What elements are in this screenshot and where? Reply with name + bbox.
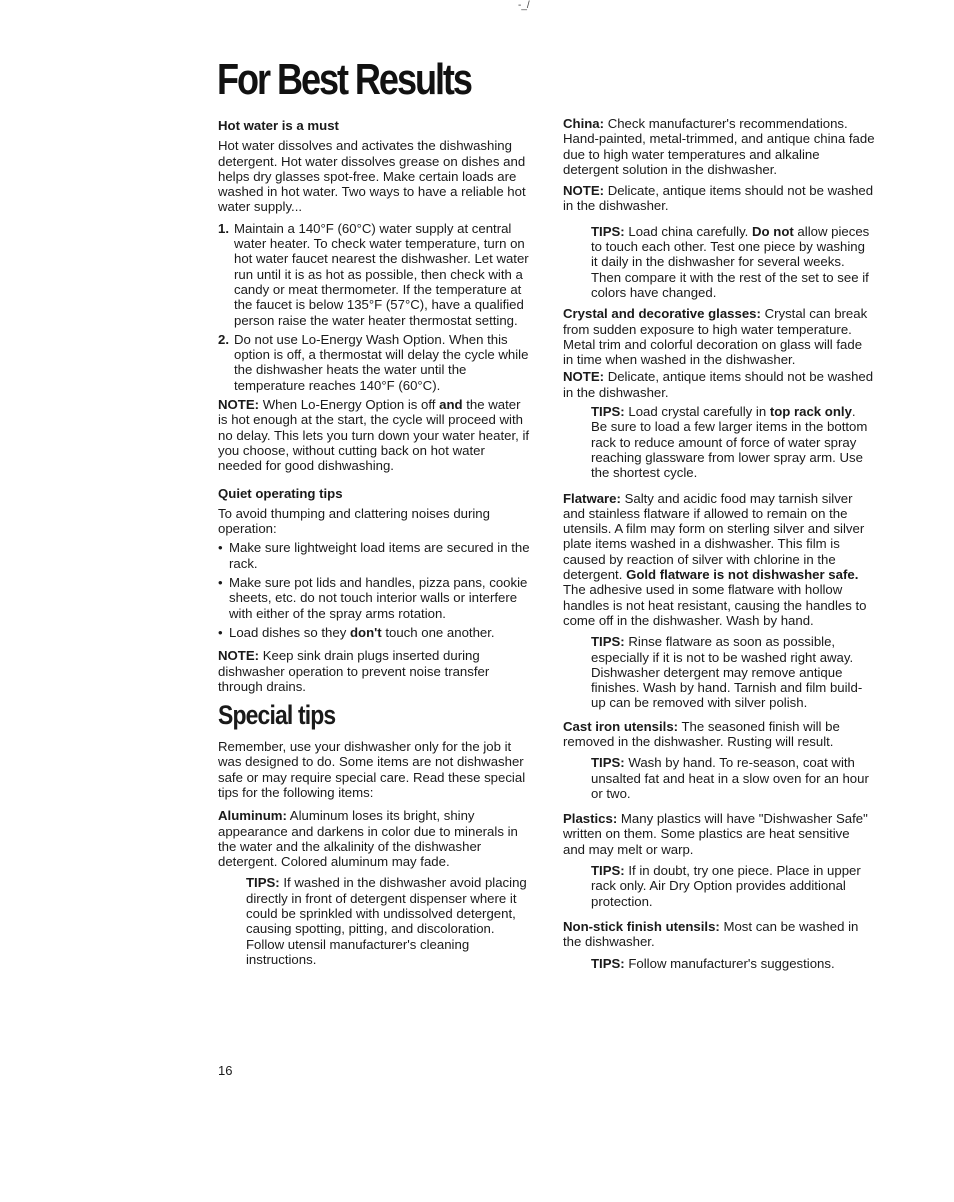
tips-label: TIPS: — [591, 634, 625, 650]
non-stick-label: Non-stick finish utensils: — [563, 918, 720, 934]
page-title: For Best Results — [217, 55, 471, 104]
crystal-text: Crystal can break from sudden exposure to high water temperature. Metal trim and colorful decoration on glass will fade in time when washed in the dishwasher. — [563, 306, 868, 368]
note-text: When Lo-Energy Option is off — [259, 397, 440, 413]
bullet-text-bold: don't — [349, 624, 382, 640]
flatware-paragraph — [563, 491, 875, 629]
tips-label: TIPS: — [591, 955, 625, 971]
note-text: Delicate, antique items should not be washed in the dishwasher. — [563, 369, 874, 400]
cast-iron-label: Cast iron utensils: — [563, 718, 679, 734]
china-text: Check manufacturer's recommendations. Hand-painted, metal-trimmed, and antique china fade due to high water temperatures and alkaline detergent solution in the dishwasher. — [563, 116, 875, 177]
note-label: NOTE: — [563, 369, 605, 385]
flatware-text: The adhesive used in some flatware with hollow handles is not heat resistant, causing the handles to come off in the dishwasher. Wash by hand. — [563, 582, 867, 628]
note-text: Keep sink drain plugs inserted during dishwasher operation to prevent noise transfer through drains. — [218, 648, 490, 694]
tips-label: TIPS: — [591, 223, 625, 239]
right-column — [563, 116, 875, 977]
quiet-note — [218, 648, 530, 694]
note-text: Delicate, antique items should not be washed in the dishwasher. — [563, 183, 874, 214]
plastics-paragraph — [563, 811, 875, 857]
crystal-note — [563, 369, 875, 400]
bullet-text: Make sure pot lids and handles, pizza pans, cookie sheets, etc. do not touch interior walls or interfere with either of the spray arms rotation. — [229, 575, 528, 621]
china-tips — [591, 224, 875, 300]
bullet-mark: • — [218, 575, 223, 591]
cast-iron-text: The seasoned finish will be removed in the dishwasher. Rusting will result. — [563, 718, 840, 749]
tips-label: TIPS: — [591, 863, 625, 879]
crystal-tips — [591, 404, 875, 480]
hot-water-heading: Hot water is a must — [218, 118, 339, 133]
tips-bold: Do not — [752, 223, 794, 239]
crystal-paragraph — [563, 306, 875, 367]
flatware-label: Flatware: — [563, 490, 621, 506]
flatware-bold: Gold flatware is not dishwasher safe. — [626, 567, 859, 583]
cast-iron-paragraph — [563, 719, 875, 750]
special-intro: Remember, use your dishwasher only for the job it was designed to do. Some items are not dishwasher safe or may require special care. Read these special tips for the following items: — [218, 739, 526, 800]
non-stick-paragraph — [563, 919, 875, 950]
top-mark: -_/ — [518, 0, 530, 11]
tips-label: TIPS: — [591, 755, 625, 771]
note-label: NOTE: — [218, 397, 260, 413]
quiet-heading: Quiet operating tips — [218, 485, 343, 501]
flatware-text: Salty and acidic food may tarnish silver and stainless flatware if allowed to remain on the utensils. A film may form on sterling silver and silver plate items washed in a dishwasher. This film is caused by reaction of silver with chlorine in the detergent. — [563, 490, 865, 583]
plastics-label: Plastics: — [563, 811, 618, 827]
tips-text: Load crystal carefully in — [624, 404, 770, 420]
item-number: 1. — [218, 220, 229, 236]
aluminum-text: Aluminum loses its bright, shiny appearance and darkens in color due to minerals in the water and the alkalinity of the dishwasher detergent. Colored aluminum may fade. — [218, 808, 518, 870]
special-tips-heading: Special tips — [218, 700, 336, 731]
tips-text: If washed in the dishwasher avoid placing directly in front of detergent dispenser where it could be sprinkled with undissolved detergent, causing spotting, pitting, and discoloration. Follow utensil manufacturer's cleaning instructions. — [246, 875, 527, 967]
bullet-item — [218, 575, 530, 621]
aluminum-tips — [246, 875, 530, 967]
flatware-tips — [591, 634, 875, 710]
cast-iron-tips — [591, 755, 875, 801]
plastics-tips — [591, 863, 875, 909]
bullet-text — [229, 625, 530, 640]
hot-water-note — [218, 397, 530, 473]
page-number: 16 — [218, 1063, 233, 1078]
china-note — [563, 183, 875, 214]
bullet-text-part: Load dishes so they — [229, 624, 350, 640]
note-label: NOTE: — [563, 183, 605, 199]
tips-text: Wash by hand. To re-season, coat with unsalted fat and heat in a slow oven for an hour or two. — [591, 755, 869, 801]
note-label: NOTE: — [218, 648, 260, 664]
crystal-label: Crystal and decorative glasses: — [563, 306, 761, 322]
quiet-intro: To avoid thumping and clattering noises during operation: — [218, 505, 490, 537]
item-text: Do not use Lo-Energy Wash Option. When this option is off, a thermostat will delay the cycle while the dishwasher heats the water until the temperature reaches 140°F (60°C). — [234, 331, 529, 393]
item-text: Maintain a 140°F (60°C) water supply at central water heater. To check water temperature, turn on hot water faucet nearest the dishwasher. Let water run until it is as hot as possible, then check with a candy or meat thermometer. If the temperature at the faucet is below 135°F (57°C), have a qualified person raise the water heater thermostat setting. — [234, 220, 529, 328]
tips-text: allow pieces to touch each other. Test one piece by washing it daily in the dishwasher for several weeks. Then compare it with the rest of the set to see if colors have changed. — [591, 223, 870, 300]
bullet-text: Make sure lightweight load items are secured in the rack. — [229, 540, 530, 571]
tips-label: TIPS: — [246, 875, 280, 891]
bullet-item — [218, 540, 530, 571]
note-and: and — [439, 397, 463, 413]
bullet-item — [218, 625, 530, 640]
tips-bold: top rack only — [769, 404, 852, 420]
bullet-text-part: touch one another. — [381, 624, 495, 640]
china-paragraph — [563, 116, 875, 177]
non-stick-tips — [591, 956, 875, 971]
bullet-mark: • — [218, 624, 223, 640]
tips-text: . Be sure to load a few larger items in the bottom rack to reduce amount of force of water spray reaching glassware from lower spray arm. Use the shortest cycle. — [591, 404, 868, 481]
plastics-text: Many plastics will have "Dishwasher Safe" written on them. Some plastics are heat sensitive and may melt or warp. — [563, 811, 868, 857]
aluminum-paragraph — [218, 808, 530, 869]
item-number: 2. — [218, 331, 229, 347]
note-text: the water is hot enough at the start, the cycle will proceed with no delay. This lets you turn down your water heater, if you choose, without cutting back on hot water needed for good dishwashing. — [218, 397, 530, 474]
left-column — [218, 118, 530, 973]
tips-text: Rinse flatware as soon as possible, especially if it is not to be washed right away. Dishwasher detergent may remove antique finishes. Wash by hand. Tarnish and film build-up can be removed with silver polish. — [591, 634, 863, 711]
tips-label: TIPS: — [591, 404, 625, 420]
tips-text: Follow manufacturer's suggestions. — [624, 955, 835, 971]
non-stick-text: Most can be washed in the dishwasher. — [563, 918, 859, 950]
hot-water-intro: Hot water dissolves and activates the dishwashing detergent. Hot water dissolves grease on dishes and helps dry glasses spot-free. Make certain loads are washed in hot water. Two ways to have a reliable hot water supply... — [218, 138, 526, 215]
numbered-item — [218, 221, 530, 328]
china-label: China: — [563, 116, 605, 131]
bullet-mark: • — [218, 540, 223, 556]
numbered-item — [218, 332, 530, 393]
aluminum-label: Aluminum: — [218, 808, 287, 824]
tips-text: If in doubt, try one piece. Place in upper rack only. Air Dry Option provides additional protection. — [591, 863, 861, 909]
tips-text: Load china carefully. — [624, 223, 753, 239]
